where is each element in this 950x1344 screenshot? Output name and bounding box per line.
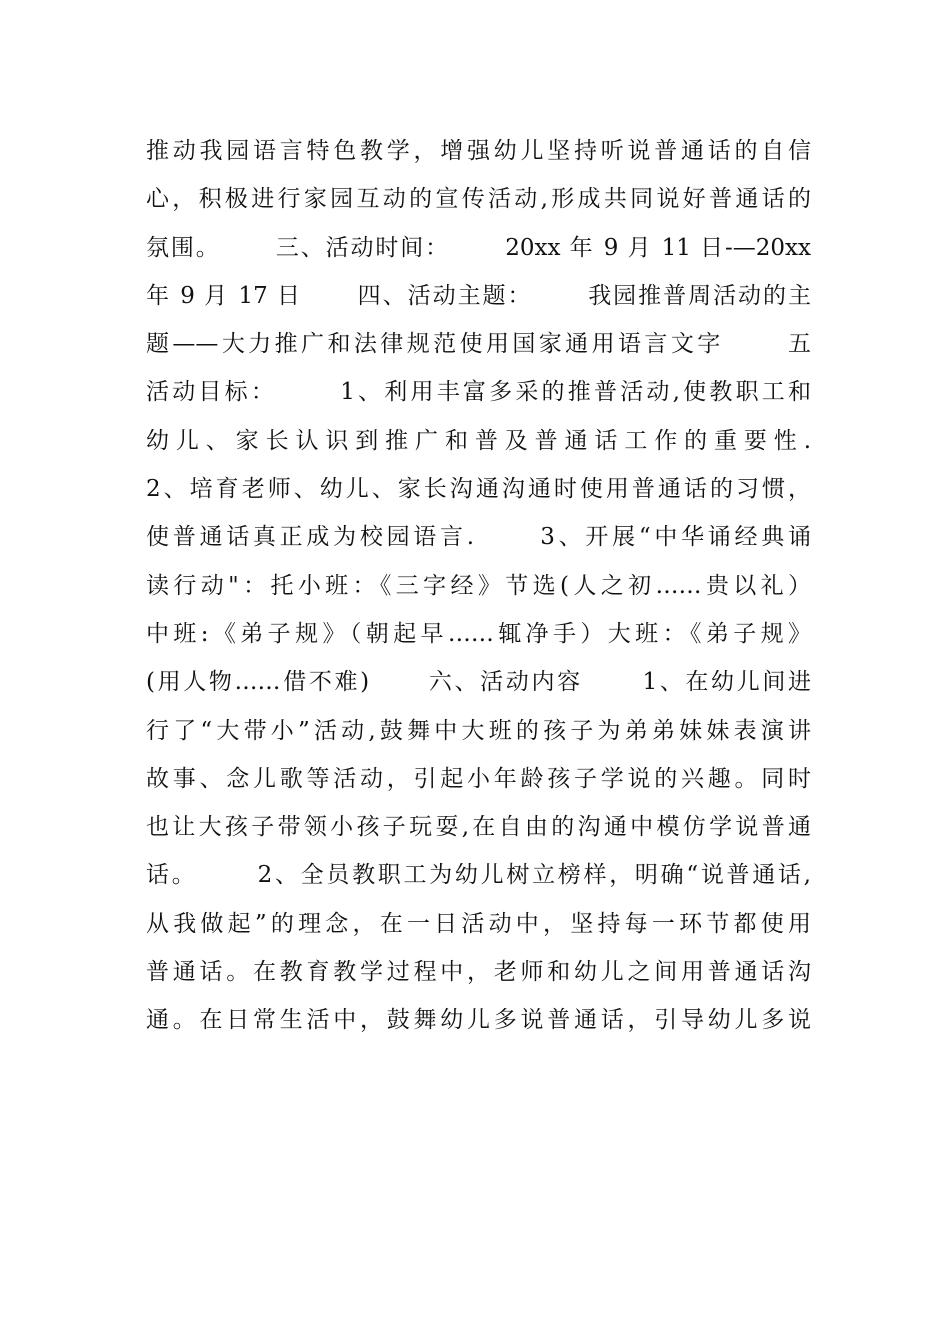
text-line-18: 普通话。在教育教学过程中，老师和幼儿之间用普通话沟: [146, 959, 811, 986]
text-line-7: 幼儿、家长认识到推广和普及普通话工作的重要性.: [146, 427, 811, 454]
text-line-16: 话。 2、全员教职工为幼儿树立榜样，明确“说普通话,: [146, 862, 811, 889]
text-line-9: 使普通话真正成为校园语言. 3、开展“中华诵经典诵: [146, 524, 811, 551]
text-line-1: 推动我园语言特色教学，增强幼儿坚持听说普通话的自信: [146, 138, 811, 164]
text-line-4: 年 9 月 17 日 四、活动主题： 我园推普周活动的主: [146, 282, 811, 309]
text-line-10: 读行动"：托小班：《三字经》节选(人之初……贵以礼）: [146, 572, 811, 599]
text-line-11: 中班:《弟子规》（朝起早……辄净手）大班：《弟子规》: [146, 620, 811, 647]
text-line-13: 行了“大带小”活动,鼓舞中大班的孩子为弟弟妹妹表演讲: [146, 717, 811, 744]
text-line-2: 心，积极进行家园互动的宣传活动,形成共同说好普通话的: [146, 186, 811, 213]
text-line-14: 故事、念儿歌等活动，引起小年龄孩子学说的兴趣。同时: [146, 765, 811, 792]
text-line-17: 从我做起”的理念，在一日活动中，坚持每一环节都使用: [146, 910, 811, 937]
text-line-5: 题——大力推广和法律规范使用国家通用语言文字 五: [146, 331, 811, 358]
body-text: [146, 127, 811, 1045]
text-line-3: 氛围。 三、活动时间： 20xx 年 9 月 11 日-—20xx: [146, 234, 811, 261]
text-line-12: (用人物……借不难) 六、活动内容 1、在幼儿间进: [146, 669, 811, 696]
text-line-6: 活动目标： 1、利用丰富多采的推普活动,使教职工和: [146, 379, 811, 406]
text-line-8: 2、培育老师、幼儿、家长沟通沟通时使用普通话的习惯，: [146, 476, 811, 503]
text-line-15: 也让大孩子带领小孩子玩耍,在自由的沟通中模仿学说普通: [146, 814, 811, 841]
text-line-19: 通。在日常生活中，鼓舞幼儿多说普通话，引导幼儿多说: [146, 1007, 811, 1034]
